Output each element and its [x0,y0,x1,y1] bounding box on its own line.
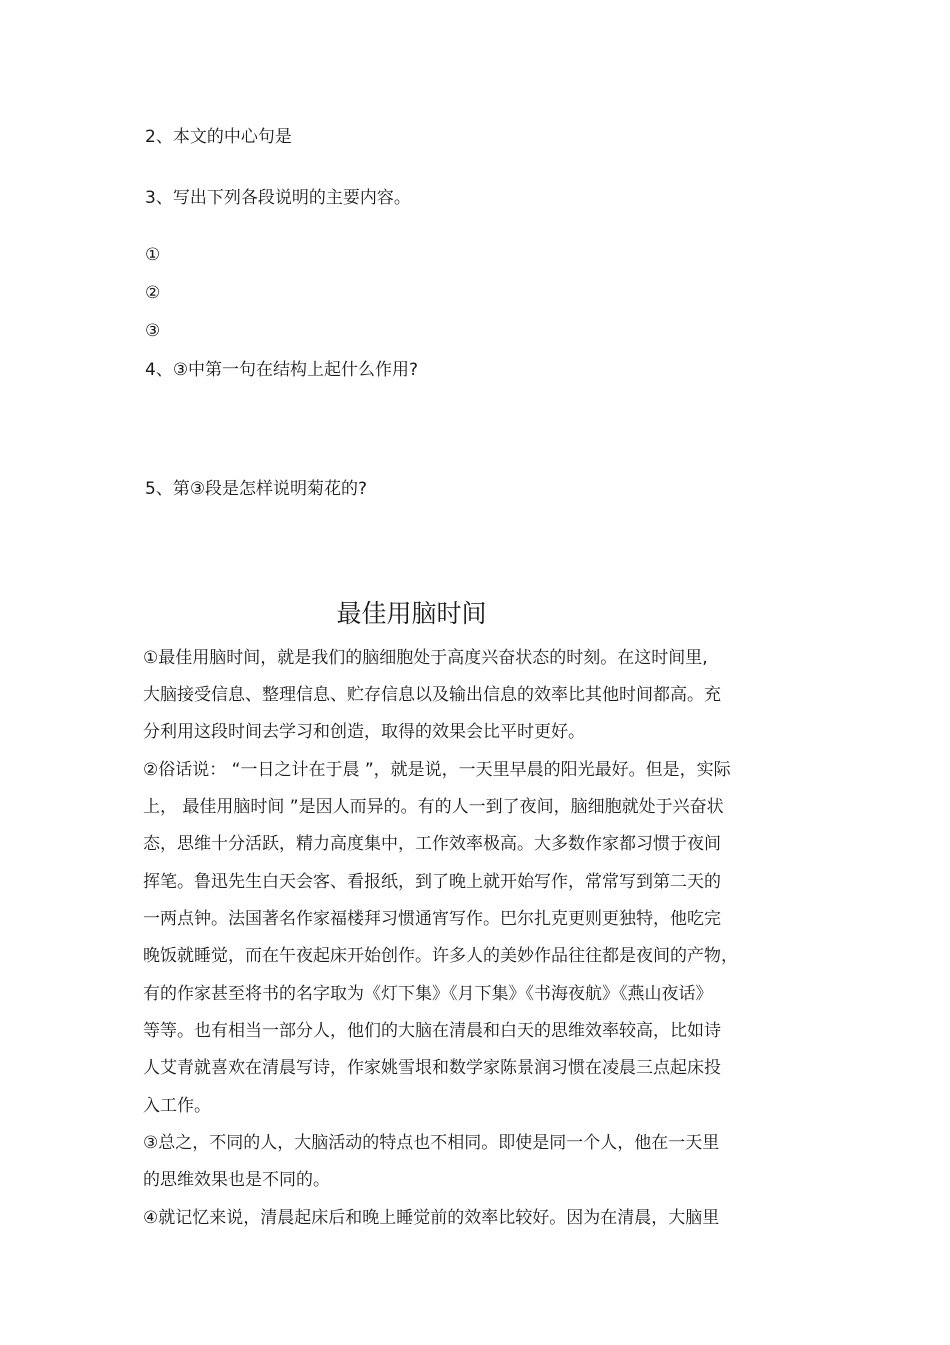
article-line: 人艾青就喜欢在清晨写诗，作家姚雪垠和数学家陈景润习惯在凌晨三点起床投 [143,1058,721,1078]
article-line: 晚饭就睡觉，而在午夜起床开始创作。许多人的美妙作品往往都是夜间的产物， [143,946,738,966]
article-line: 入工作。 [143,1096,211,1116]
question-5: 5、第③段是怎样说明菊花的? [145,479,368,499]
answer-blank-3: ③ [145,321,161,341]
answer-blank-2: ② [145,283,161,303]
article-line: ③总之，不同的人，大脑活动的特点也不相同。即使是同一个人，他在一天里 [143,1133,720,1153]
article-line: 有的作家甚至将书的名字取为《灯下集》《月下集》《书海夜航》《燕山夜话》 [143,984,713,1004]
article-line: ②俗话说： “一日之计在于晨 ”，就是说，一天里早晨的阳光最好。但是，实际 [143,760,731,780]
article-line: ①最佳用脑时间，就是我们的脑细胞处于高度兴奋状态的时刻。在这时间里, [143,648,708,668]
article-line: 的思维效果也是不同的。 [143,1170,330,1190]
article-line: 分利用这段时间去学习和创造，取得的效果会比平时更好。 [143,722,585,742]
question-2: 2、本文的中心句是 [145,127,292,147]
article-line: 等等。也有相当一部分人，他们的大脑在清晨和白天的思维效率较高，比如诗 [143,1021,721,1041]
article-line: 上， 最佳用脑时间 ”是因人而异的。有的人一到了夜间，脑细胞就处于兴奋状 [143,797,724,817]
answer-blank-1: ① [145,245,161,265]
question-4: 4、③中第一句在结构上起什么作用? [145,360,419,380]
article-line: ④就记忆来说，清晨起床后和晚上睡觉前的效率比较好。因为在清晨，大脑里 [143,1208,720,1228]
question-3: 3、写出下列各段说明的主要内容。 [145,188,411,208]
article-line: 挥笔。鲁迅先生白天会客、看报纸，到了晚上就开始写作，常常写到第二天的 [143,872,721,892]
article-line: 一两点钟。法国著名作家福楼拜习惯通宵写作。巴尔扎克更则更独特，他吃完 [143,909,721,929]
article-line: 大脑接受信息、整理信息、贮存信息以及输出信息的效率比其他时间都高。充 [143,685,721,705]
article-title: 最佳用脑时间 [336,599,487,628]
article-line: 态，思维十分活跃，精力高度集中，工作效率极高。大多数作家都习惯于夜间 [143,834,721,854]
